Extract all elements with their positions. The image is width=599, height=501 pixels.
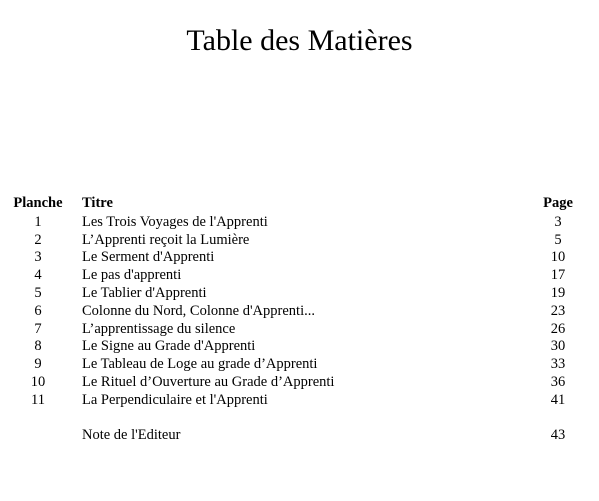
spacer-cell (8, 410, 583, 427)
table-row (8, 338, 583, 356)
row-page: 23 (550, 302, 566, 319)
row-number: 10 (30, 373, 46, 390)
row-page: 33 (550, 356, 566, 373)
toc-header-row (8, 195, 583, 214)
row-title: Note de l'Editeur (82, 426, 181, 443)
row-title: Le Serment d'Apprenti (82, 249, 215, 266)
table-row (8, 303, 583, 321)
row-page: 3 (554, 213, 562, 230)
table-row-note (8, 427, 583, 445)
row-page: 5 (554, 231, 562, 248)
row-title: Les Trois Voyages de l'Apprenti (82, 213, 268, 230)
row-number: 9 (34, 356, 42, 373)
table-row (8, 267, 583, 285)
row-number (8, 427, 68, 445)
spacer-row (8, 410, 583, 427)
row-number: 8 (34, 338, 42, 355)
row-title: Colonne du Nord, Colonne d'Apprenti... (82, 302, 315, 319)
table-row (8, 285, 583, 303)
header-planche: Planche (13, 195, 63, 211)
page-title: Table des Matières (186, 24, 413, 57)
row-title: Le Tablier d'Apprenti (82, 284, 207, 301)
row-title: Le Tableau de Loge au grade d’Apprenti (82, 356, 318, 373)
table-row (8, 232, 583, 250)
table-of-contents (8, 195, 583, 444)
table-row (8, 356, 583, 374)
row-number: 2 (34, 231, 42, 248)
row-title: L’Apprenti reçoit la Lumière (82, 231, 250, 248)
row-number: 6 (34, 302, 42, 319)
row-page: 43 (550, 426, 566, 443)
header-titre: Titre (82, 195, 113, 211)
row-page: 30 (550, 338, 566, 355)
table-row (8, 374, 583, 392)
row-number: 11 (31, 391, 45, 408)
row-page: 26 (550, 320, 566, 337)
row-number: 4 (34, 267, 42, 284)
row-title: La Perpendiculaire et l'Apprenti (82, 391, 268, 408)
row-page: 41 (550, 391, 566, 408)
row-title: L’apprentissage du silence (82, 320, 236, 337)
row-number: 1 (34, 213, 42, 230)
row-title: Le Signe au Grade d'Apprenti (82, 338, 256, 355)
table-row (8, 214, 583, 232)
row-page: 17 (550, 267, 566, 284)
table-row (8, 321, 583, 339)
header-page: Page (543, 195, 573, 211)
row-number: 3 (34, 249, 42, 266)
row-number: 7 (34, 320, 42, 337)
table-row (8, 249, 583, 267)
table-row (8, 392, 583, 410)
row-number: 5 (34, 284, 42, 301)
row-title: Le pas d'apprenti (82, 267, 182, 284)
row-page: 36 (550, 373, 566, 390)
row-page: 19 (550, 284, 566, 301)
row-page: 10 (550, 249, 566, 266)
row-title: Le Rituel d’Ouverture au Grade d’Apprenti (82, 373, 335, 390)
